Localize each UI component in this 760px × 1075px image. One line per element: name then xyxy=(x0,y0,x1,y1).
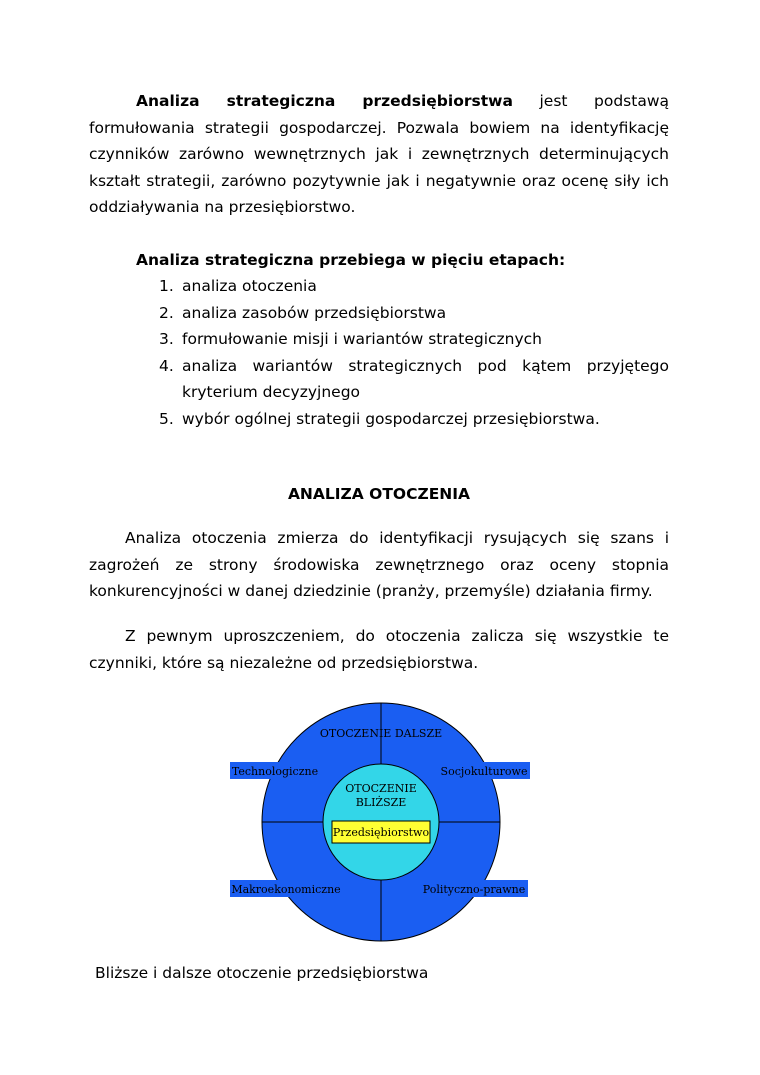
list-item-text-line1: analiza wariantów strategicznych pod kątem przyjętego xyxy=(182,356,669,375)
intro-line3: czynników zarówno wewnętrznych jak i zewnętrznych determinujących xyxy=(89,145,669,163)
steps-title: Analiza strategiczna przebiega w pięciu etapach: xyxy=(136,251,566,269)
list-item xyxy=(89,353,669,406)
list-item-number: 2. xyxy=(159,303,174,322)
outer-label: OTOCZENIE DALSZE xyxy=(319,727,443,740)
tag-polityczno-prawne: Polityczno-prawne xyxy=(422,883,526,896)
uproszczenie-paragraph xyxy=(89,623,669,676)
inner-label-2: BLIŻSZE xyxy=(355,796,407,809)
list-item-text-line2: kryterium decyzyjnego xyxy=(182,383,361,401)
intro-line1: jest podstawą xyxy=(512,92,670,110)
steps-list xyxy=(89,273,669,432)
tag-makroekonomiczne: Makroekonomiczne xyxy=(231,883,341,896)
list-item-number: 4. xyxy=(159,356,174,375)
inner-label-1: OTOCZENIE xyxy=(345,782,417,795)
list-item xyxy=(89,273,669,300)
tag-socjokulturowe: Socjokulturowe xyxy=(440,765,528,778)
tag-technologiczne: Technologiczne xyxy=(231,765,319,778)
intro-paragraph xyxy=(89,88,669,221)
para2-line1: Z pewnym uproszczeniem, do otoczenia zalicza się wszystkie te xyxy=(125,627,669,645)
diagram-svg xyxy=(228,700,538,945)
list-item-text: analiza otoczenia xyxy=(182,277,317,295)
list-item xyxy=(89,326,669,353)
intro-line5: oddziaływania na przesiębiorstwo. xyxy=(89,198,356,216)
para1-line3: konkurencyjności w danej dziedzinie (pranży, przemyśle) działania firmy. xyxy=(89,582,653,600)
diagram-caption: Bliższe i dalsze otoczenie przedsiębiorstwa xyxy=(95,964,429,982)
list-item xyxy=(89,300,669,327)
list-item-text: wybór ogólnej strategii gospodarczej przesiębiorstwa. xyxy=(182,409,600,428)
list-item-text: formułowanie misji i wariantów strategicznych xyxy=(182,330,542,348)
list-item-number: 3. xyxy=(159,330,174,348)
para2-line2: czynniki, które są niezależne od przedsiębiorstwa. xyxy=(89,653,479,672)
company-label: Przedsiębiorstwo xyxy=(332,826,430,839)
intro-line2: formułowania strategii gospodarczej. Pozwala bowiem na identyfikację xyxy=(89,118,669,137)
list-item-number: 1. xyxy=(159,277,174,295)
list-item-text: analiza zasobów przedsiębiorstwa xyxy=(182,303,447,322)
otoczenie-paragraph xyxy=(89,525,669,605)
environment-diagram xyxy=(228,700,538,949)
intro-bold-lead: Analiza strategiczna przedsiębiorstwa xyxy=(136,92,513,110)
list-item xyxy=(89,406,669,433)
section-heading: ANALIZA OTOCZENIA xyxy=(287,485,471,503)
para1-line2: zagrożeń ze strony środowiska zewnętrznego oraz oceny stopnia xyxy=(89,555,669,574)
list-item-number: 5. xyxy=(159,409,174,428)
intro-line4: kształt strategii, zarówno pozytywnie jak i negatywnie oraz ocenę siły ich xyxy=(89,171,669,190)
para1-line1: Analiza otoczenia zmierza do identyfikacji rysujących się szans i xyxy=(125,529,669,547)
